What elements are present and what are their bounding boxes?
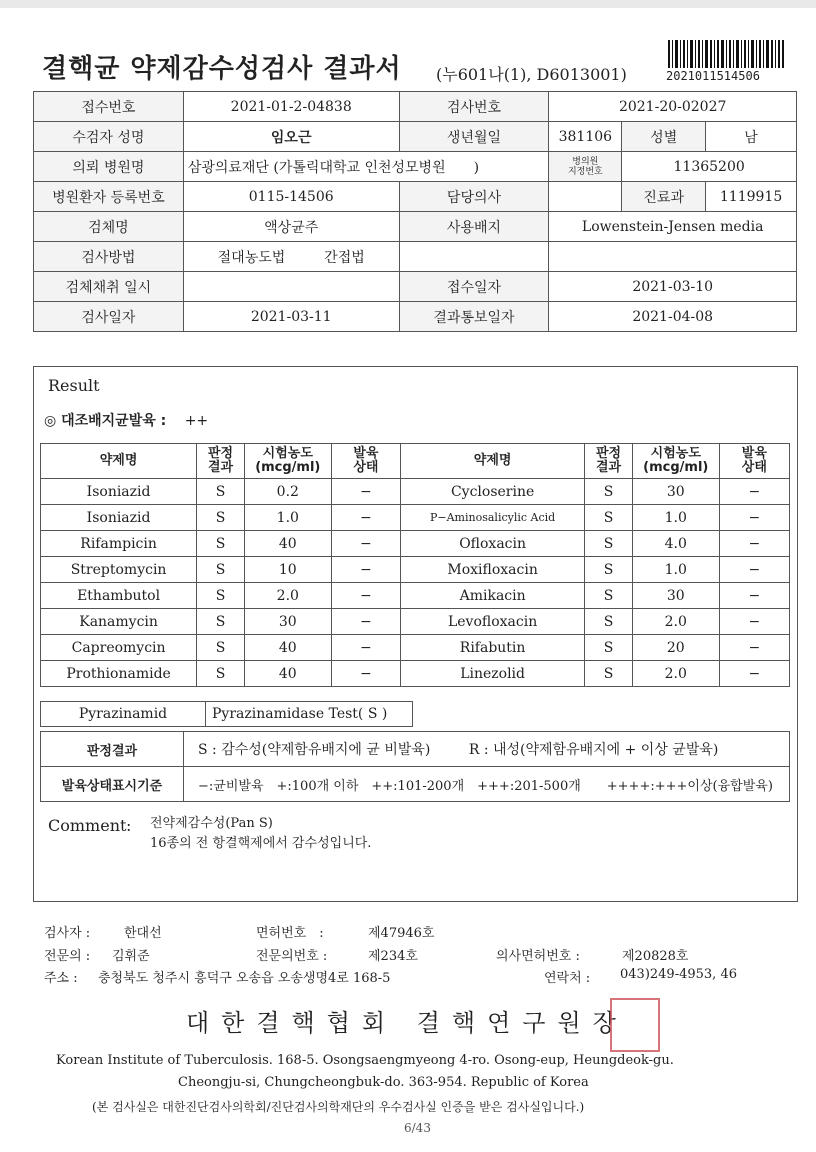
hospital-label: 의뢰 병원명 bbox=[34, 152, 184, 182]
hospital-code-label-line1: 병의원 bbox=[572, 156, 599, 167]
page-number: 6/43 bbox=[404, 1121, 431, 1135]
conc: 4.0 bbox=[632, 531, 719, 557]
growth: − bbox=[719, 505, 789, 531]
drug-name: Rifabutin bbox=[401, 635, 585, 661]
doctor-label: 담당의사 bbox=[399, 182, 549, 212]
tester-label: 검사자 : bbox=[44, 926, 91, 941]
hospital-code: 11365200 bbox=[622, 152, 797, 182]
col-judge bbox=[197, 444, 245, 479]
table-row bbox=[41, 609, 790, 635]
drug-name: Streptomycin bbox=[41, 557, 197, 583]
drug-name: Ofloxacin bbox=[401, 531, 585, 557]
reported-label: 결과통보일자 bbox=[399, 302, 549, 332]
conc: 40 bbox=[244, 531, 331, 557]
patient-reg-no: 0115-14506 bbox=[183, 182, 399, 212]
doctor-name bbox=[549, 182, 622, 212]
institute-address-en-1: Korean Institute of Tuberculosis. 168-5. Osongsaengmyeong 4-ro. Osong-eup, Heungdeok-gu. bbox=[56, 1053, 674, 1068]
col-growth-1: 발육 bbox=[353, 446, 379, 461]
patient-reg-label: 병원환자 등록번호 bbox=[34, 182, 184, 212]
received-date: 2021-03-10 bbox=[549, 272, 797, 302]
control-growth-label: ◎ 대조배지균발육 : bbox=[44, 413, 167, 429]
license-no: 제47946호 bbox=[368, 926, 435, 941]
judge: S bbox=[585, 661, 633, 687]
specialist-no: 제234호 bbox=[368, 949, 418, 964]
address-label: 주소 : bbox=[44, 971, 78, 986]
method-1: 절대농도법 bbox=[217, 249, 286, 266]
table-row bbox=[41, 635, 790, 661]
col-judge-b-2: 결과 bbox=[595, 460, 622, 475]
col-conc-1: 시험농도 bbox=[262, 446, 313, 461]
drug-name: Levofloxacin bbox=[401, 609, 585, 635]
top-strip bbox=[0, 0, 816, 8]
legend-table bbox=[40, 731, 790, 802]
growth: − bbox=[331, 635, 400, 661]
col-growth-2: 상태 bbox=[353, 460, 379, 475]
comment-line-2: 16종의 전 항결핵제에서 감수성입니다. bbox=[150, 836, 372, 851]
barcode-number: 2021011514506 bbox=[666, 69, 760, 83]
judge: S bbox=[585, 505, 633, 531]
patient-info-table bbox=[33, 91, 797, 332]
tested-label: 검사일자 bbox=[34, 302, 184, 332]
control-growth-value: ++ bbox=[184, 413, 209, 429]
judge: S bbox=[585, 609, 633, 635]
judge: S bbox=[585, 531, 633, 557]
col-conc-b bbox=[632, 444, 719, 479]
method-label: 검사방법 bbox=[34, 242, 184, 272]
col-conc-2: (mcg/ml) bbox=[255, 460, 321, 475]
reception-no-label: 접수번호 bbox=[34, 92, 184, 122]
document-code: (누601나(1), D6013001) bbox=[436, 65, 627, 84]
col-growth bbox=[331, 444, 400, 479]
judge: S bbox=[197, 505, 245, 531]
conc: 0.2 bbox=[244, 479, 331, 505]
pyrazinamid-label: Pyrazinamid bbox=[41, 702, 206, 727]
specialist-no-label: 전문의번호 : bbox=[256, 949, 328, 964]
col-drug: 약제명 bbox=[41, 444, 197, 479]
judge: S bbox=[197, 557, 245, 583]
license-label: 면허번호 : bbox=[256, 926, 324, 941]
collect-label: 검체채취 일시 bbox=[34, 272, 184, 302]
judge: S bbox=[585, 635, 633, 661]
specialist-label: 전문의 : bbox=[44, 949, 91, 964]
sex-label: 성별 bbox=[622, 122, 706, 152]
col-conc-b-1: 시험농도 bbox=[650, 446, 701, 461]
reported-date: 2021-04-08 bbox=[549, 302, 797, 332]
received-label: 접수일자 bbox=[399, 272, 549, 302]
patient-name-label: 수검자 성명 bbox=[34, 122, 184, 152]
result-title: Result bbox=[48, 376, 100, 395]
table-row bbox=[41, 661, 790, 687]
growth-legend: −:균비발육 +:100개 이하 ++:101-200개 +++:201-500개 ++++:+++이상(융합발육) bbox=[184, 767, 790, 802]
growth: − bbox=[719, 583, 789, 609]
drug-name: Ethambutol bbox=[41, 583, 197, 609]
control-growth bbox=[44, 410, 208, 430]
col-judge-2: 결과 bbox=[207, 460, 234, 475]
patient-name: 임오근 bbox=[183, 122, 399, 152]
specialist-name: 김휘준 bbox=[112, 949, 150, 964]
judge: S bbox=[585, 557, 633, 583]
media-label: 사용배지 bbox=[399, 212, 549, 242]
barcode-icon bbox=[668, 40, 784, 68]
col-judge-b-1: 판정 bbox=[595, 446, 622, 461]
conc: 40 bbox=[244, 635, 331, 661]
judge: S bbox=[585, 583, 633, 609]
growth: − bbox=[331, 531, 400, 557]
conc: 1.0 bbox=[244, 505, 331, 531]
conc: 30 bbox=[244, 609, 331, 635]
judge-legend bbox=[184, 732, 790, 767]
growth: − bbox=[331, 479, 400, 505]
growth: − bbox=[719, 479, 789, 505]
growth: − bbox=[331, 557, 400, 583]
hospital-name: 삼광의료재단 (가톨릭대학교 인천성모병원 ) bbox=[183, 152, 549, 182]
pyrazinamid-value: Pyrazinamidase Test( S ) bbox=[206, 702, 413, 727]
drug-name: Capreomycin bbox=[41, 635, 197, 661]
drug-name: Cycloserine bbox=[401, 479, 585, 505]
dept-code: 1119915 bbox=[706, 182, 797, 212]
address: 충청북도 청주시 흥덕구 오송읍 오송생명4로 168-5 bbox=[98, 971, 391, 986]
drug-susceptibility-table bbox=[40, 443, 790, 687]
specimen-label: 검체명 bbox=[34, 212, 184, 242]
growth: − bbox=[719, 531, 789, 557]
judge-legend-s: S : 감수성(약제함유배지에 균 비발육) bbox=[198, 742, 431, 758]
judge: S bbox=[197, 635, 245, 661]
comment-label: Comment bbox=[48, 816, 127, 835]
growth-legend-label: 발육상태표시기준 bbox=[41, 767, 184, 802]
sex-value: 남 bbox=[706, 122, 797, 152]
growth: − bbox=[719, 635, 789, 661]
method-empty-cell-2 bbox=[549, 242, 797, 272]
conc: 10 bbox=[244, 557, 331, 583]
judge: S bbox=[197, 531, 245, 557]
drug-name: Kanamycin bbox=[41, 609, 197, 635]
table-row bbox=[41, 505, 790, 531]
conc: 30 bbox=[632, 479, 719, 505]
comment-line-1: 전약제감수성(Pan S) bbox=[150, 816, 273, 831]
phone-label: 연락처 : bbox=[544, 971, 591, 986]
dept-label: 진료과 bbox=[622, 182, 706, 212]
tester-name: 한대선 bbox=[124, 926, 162, 941]
method-2: 간접법 bbox=[324, 249, 365, 266]
table-row bbox=[41, 583, 790, 609]
judge: S bbox=[197, 583, 245, 609]
drug-name: Moxifloxacin bbox=[401, 557, 585, 583]
drug-name: Prothionamide bbox=[41, 661, 197, 687]
drug-name: Amikacin bbox=[401, 583, 585, 609]
conc: 1.0 bbox=[632, 505, 719, 531]
table-row bbox=[41, 479, 790, 505]
judge: S bbox=[197, 609, 245, 635]
institute-name-ko: 대한결핵협회 결핵연구원장 bbox=[186, 1009, 628, 1037]
conc: 2.0 bbox=[632, 661, 719, 687]
growth: − bbox=[331, 505, 400, 531]
hospital-code-label bbox=[549, 152, 622, 182]
method-values bbox=[183, 242, 399, 272]
institute-address-en-2: Cheongju-si, Chungcheongbuk-do. 363-954. Republic of Korea bbox=[178, 1075, 589, 1090]
growth: − bbox=[331, 661, 400, 687]
col-judge-1: 판정 bbox=[207, 446, 234, 461]
seal-stamp-icon bbox=[610, 998, 660, 1052]
col-drug-2: 약제명 bbox=[401, 444, 585, 479]
drug-name: P−Aminosalicylic Acid bbox=[401, 505, 585, 531]
judge-legend-r: R : 내성(약제함유배지에 + 이상 균발육) bbox=[468, 742, 719, 758]
pyrazinamid-table bbox=[40, 701, 413, 727]
col-conc-b-2: (mcg/ml) bbox=[643, 460, 709, 475]
conc: 2.0 bbox=[244, 583, 331, 609]
doctor-license-no: 제20828호 bbox=[622, 949, 689, 964]
hospital-code-label-line2: 지정번호 bbox=[567, 166, 603, 177]
reception-no: 2021-01-2-04838 bbox=[183, 92, 399, 122]
media-name: Lowenstein-Jensen media bbox=[549, 212, 797, 242]
test-no-label: 검사번호 bbox=[399, 92, 549, 122]
growth: − bbox=[331, 609, 400, 635]
drug-name: Rifampicin bbox=[41, 531, 197, 557]
birth-label: 생년월일 bbox=[399, 122, 549, 152]
tested-date: 2021-03-11 bbox=[183, 302, 399, 332]
judge-legend-label: 판정결과 bbox=[41, 732, 184, 767]
method-empty-cell bbox=[399, 242, 549, 272]
col-growth-b-2: 상태 bbox=[741, 460, 767, 475]
col-conc bbox=[244, 444, 331, 479]
col-growth-b bbox=[719, 444, 789, 479]
judge: S bbox=[585, 479, 633, 505]
drug-name: Isoniazid bbox=[41, 479, 197, 505]
test-no: 2021-20-02027 bbox=[549, 92, 797, 122]
conc: 2.0 bbox=[632, 609, 719, 635]
comment-colon: : bbox=[126, 816, 132, 835]
drug-name: Isoniazid bbox=[41, 505, 197, 531]
collect-date bbox=[183, 272, 399, 302]
table-row bbox=[41, 557, 790, 583]
conc: 1.0 bbox=[632, 557, 719, 583]
specimen-name: 액상균주 bbox=[183, 212, 399, 242]
document-title: 결핵균 약제감수성검사 결과서 bbox=[42, 54, 402, 84]
judge: S bbox=[197, 661, 245, 687]
drug-name: Linezolid bbox=[401, 661, 585, 687]
judge: S bbox=[197, 479, 245, 505]
growth: − bbox=[719, 557, 789, 583]
conc: 40 bbox=[244, 661, 331, 687]
growth: − bbox=[331, 583, 400, 609]
col-judge-b bbox=[585, 444, 633, 479]
birth-date: 381106 bbox=[549, 122, 622, 152]
table-row bbox=[41, 531, 790, 557]
conc: 20 bbox=[632, 635, 719, 661]
certification-note: (본 검사실은 대한진단검사의학회/진단검사의학재단의 우수검사실 인증을 받은 검사실입니다.) bbox=[92, 1100, 585, 1114]
growth: − bbox=[719, 661, 789, 687]
col-growth-b-1: 발육 bbox=[741, 446, 767, 461]
doctor-license-label: 의사면허번호 : bbox=[496, 949, 580, 964]
conc: 30 bbox=[632, 583, 719, 609]
phone: 043)249-4953, 46 bbox=[620, 967, 737, 982]
growth: − bbox=[719, 609, 789, 635]
